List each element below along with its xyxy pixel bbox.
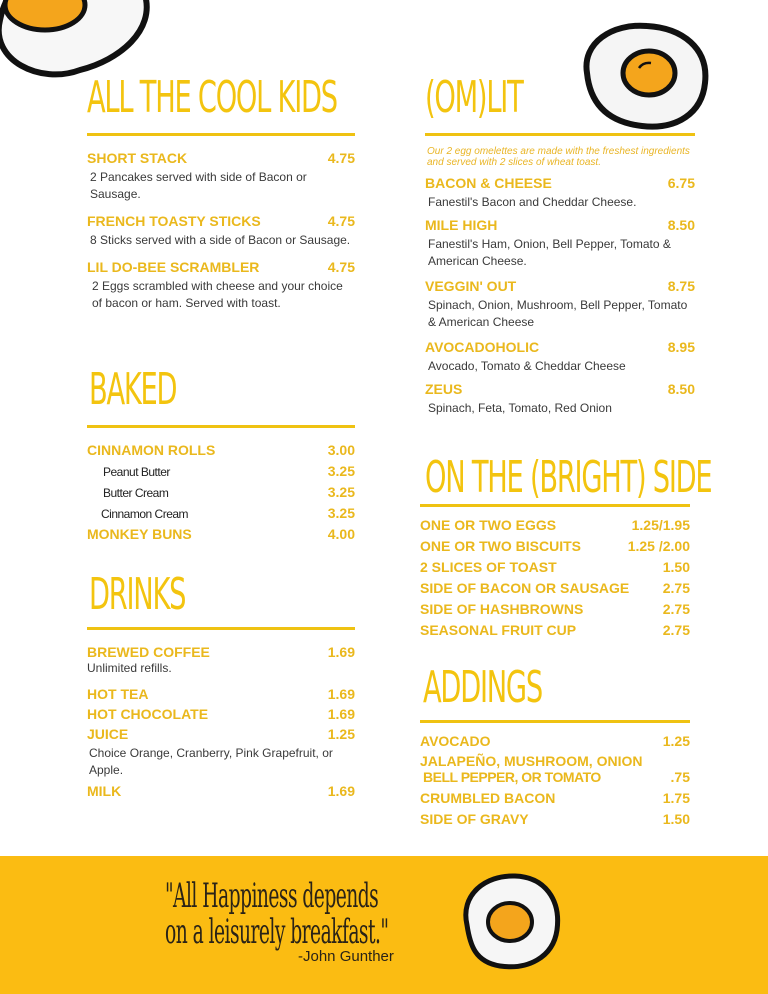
menu-item	[420, 733, 690, 749]
item-price: 4.75	[327, 259, 355, 275]
menu-subitem	[87, 463, 355, 479]
section-title: ON THE (BRIGHT) SIDE	[425, 452, 712, 503]
item-desc: 2 Pancakes served with side of Bacon or Sausage.	[90, 170, 307, 201]
item-desc: 8 Sticks served with a side of Bacon or Sausage.	[90, 233, 351, 247]
subitem-name: Cinnamon Cream	[101, 507, 189, 521]
section-sides	[420, 440, 712, 638]
item-name: JUICE	[87, 726, 129, 742]
divider	[425, 133, 695, 136]
section-drinks	[87, 565, 355, 799]
item-name: LIL DO-BEE SCRAMBLER	[87, 259, 260, 275]
item-name: SIDE OF GRAVY	[420, 811, 529, 827]
item-name: BELL PEPPER, OR TOMATO	[423, 769, 601, 785]
menu-item	[420, 753, 690, 785]
section-baked	[87, 360, 355, 542]
item-price: 3.00	[327, 442, 355, 458]
item-name: SIDE OF HASHBROWNS	[420, 601, 584, 617]
item-price: 3.25	[327, 463, 355, 479]
menu-item	[420, 517, 690, 533]
item-name: AVOCADO	[420, 733, 491, 749]
item-price: 1.25	[662, 733, 690, 749]
item-price: 2.75	[662, 580, 690, 596]
item-name: ONE OR TWO EGGS	[420, 517, 557, 533]
menu-item	[87, 213, 355, 249]
item-name: AVOCADOHOLIC	[425, 339, 540, 355]
footer-quote	[165, 878, 388, 950]
divider	[87, 425, 355, 428]
menu-item	[87, 686, 355, 702]
item-price: 4.75	[327, 213, 355, 229]
menu-item	[87, 526, 355, 542]
item-price: 3.25	[327, 505, 355, 521]
menu-item	[87, 150, 355, 203]
item-name: FRENCH TOASTY STICKS	[87, 213, 261, 229]
item-name: CINNAMON ROLLS	[87, 442, 216, 458]
menu-item	[87, 442, 355, 458]
item-price: 3.25	[327, 484, 355, 500]
menu-subitem	[87, 484, 355, 500]
section-title: BAKED	[89, 364, 177, 415]
menu-item	[87, 706, 355, 722]
left-column	[87, 60, 355, 799]
item-price: 1.75	[662, 790, 690, 806]
omelette-note: Our 2 egg omelettes are made with the freshest ingredients and served with 2 slices of wheat toast.	[427, 146, 690, 168]
menu-item	[420, 559, 690, 575]
menu-item	[420, 622, 690, 638]
item-name: MONKEY BUNS	[87, 526, 192, 542]
item-price: 1.25	[327, 726, 355, 742]
item-name: ZEUS	[425, 381, 463, 397]
menu-item	[425, 381, 695, 417]
divider	[420, 504, 690, 507]
item-desc: Avocado, Tomato & Cheddar Cheese	[428, 359, 626, 373]
menu-item	[87, 726, 355, 779]
item-name: CRUMBLED BACON	[420, 790, 556, 806]
item-price: 1.69	[327, 686, 355, 702]
section-title: ADDINGS	[423, 662, 542, 713]
menu-item	[420, 538, 690, 554]
item-price: 2.75	[662, 622, 690, 638]
item-desc: Fanestil's Ham, Onion, Bell Pepper, Tomato & American Cheese.	[428, 237, 671, 268]
item-price: 1.69	[327, 783, 355, 799]
menu-item	[420, 601, 690, 617]
section-addings	[420, 655, 690, 827]
item-price: 8.95	[667, 339, 695, 355]
item-name: SHORT STACK	[87, 150, 188, 166]
menu-item	[425, 217, 695, 270]
item-price: 4.00	[327, 526, 355, 542]
item-name: SEASONAL FRUIT CUP	[420, 622, 577, 638]
item-price: .75	[670, 769, 690, 785]
section-title: DRINKS	[89, 569, 186, 620]
item-price: 1.25 /2.00	[627, 538, 690, 554]
menu-item	[420, 790, 690, 806]
item-name: ONE OR TWO BISCUITS	[420, 538, 581, 554]
item-name: BREWED COFFEE	[87, 644, 210, 660]
divider	[87, 133, 355, 136]
menu-item	[420, 580, 690, 596]
item-price: 2.75	[662, 601, 690, 617]
quote-line: "All Happiness depends	[165, 876, 379, 916]
menu-item	[425, 339, 695, 375]
section-title: ALL THE COOL KIDS	[87, 72, 337, 123]
item-name: HOT CHOCOLATE	[87, 706, 209, 722]
item-price: 1.69	[327, 644, 355, 660]
item-price: 1.50	[662, 559, 690, 575]
section-omlit	[425, 60, 695, 417]
item-desc: Spinach, Onion, Mushroom, Bell Pepper, Tomato & American Cheese	[428, 298, 688, 329]
item-desc: Spinach, Feta, Tomato, Red Onion	[428, 401, 612, 415]
item-name: VEGGIN' OUT	[425, 278, 517, 294]
fried-egg-icon	[455, 870, 565, 972]
menu-item	[87, 644, 355, 677]
section-title: (OM)LIT	[425, 72, 523, 123]
menu-subitem	[87, 505, 355, 521]
item-price: 1.69	[327, 706, 355, 722]
menu-item	[425, 175, 695, 211]
item-price: 8.50	[667, 217, 695, 233]
footer-band	[0, 856, 768, 994]
item-name: BACON & CHEESE	[425, 175, 552, 191]
divider	[87, 627, 355, 630]
subitem-name: Peanut Butter	[103, 465, 170, 479]
item-price: 1.25/1.95	[631, 517, 690, 533]
item-name: HOT TEA	[87, 686, 149, 702]
menu-item	[420, 811, 690, 827]
item-name: SIDE OF BACON OR SAUSAGE	[420, 580, 630, 596]
item-desc: 2 Eggs scrambled with cheese and your choice of bacon or ham. Served with toast.	[92, 279, 343, 310]
item-price: 6.75	[667, 175, 695, 191]
item-desc: Choice Orange, Cranberry, Pink Grapefruit, or Apple.	[89, 746, 333, 777]
item-desc: Fanestil's Bacon and Cheddar Cheese.	[428, 195, 637, 209]
item-price: 8.75	[667, 278, 695, 294]
quote-line: on a leisurely breakfast."	[165, 912, 389, 952]
menu-item	[87, 259, 355, 312]
item-desc: Unlimited refills.	[87, 661, 172, 675]
item-name: MILE HIGH	[425, 217, 498, 233]
item-name: JALAPEÑO, MUSHROOM, ONION	[420, 753, 643, 769]
quote-author: -John Gunther	[298, 948, 394, 965]
item-price: 8.50	[667, 381, 695, 397]
item-name: MILK	[87, 783, 122, 799]
section-kids	[87, 60, 355, 312]
divider	[420, 720, 690, 723]
menu-item	[87, 783, 355, 799]
item-price: 4.75	[327, 150, 355, 166]
item-price: 1.50	[662, 811, 690, 827]
menu-item	[425, 278, 695, 331]
item-name: 2 SLICES OF TOAST	[420, 559, 557, 575]
subitem-name: Butter Cream	[103, 486, 169, 500]
